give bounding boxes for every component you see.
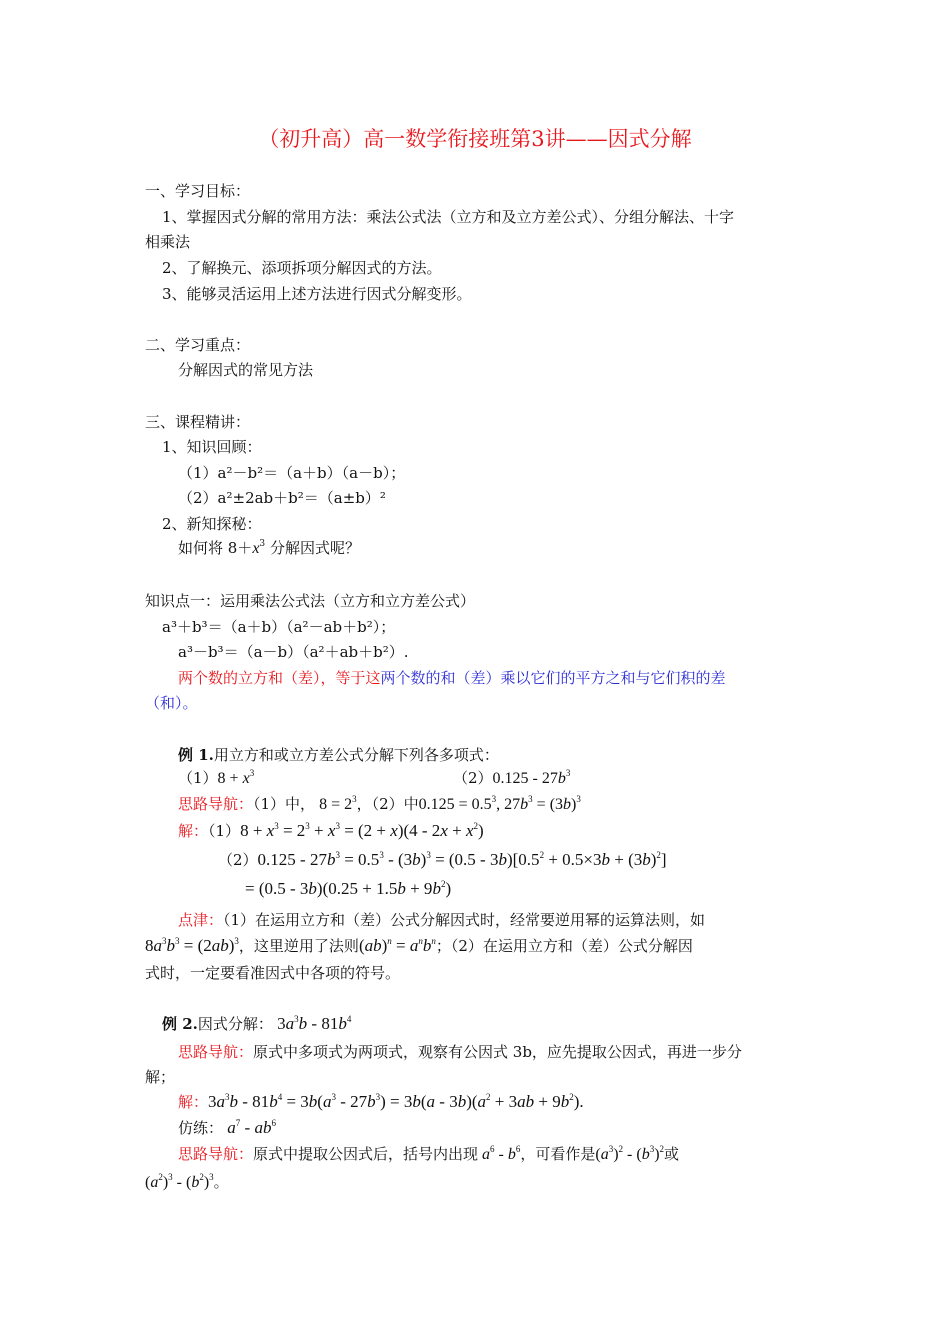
example-2-intro: 例 2.因式分解： $3a^3b - 81b^4$ (162, 1014, 352, 1033)
section-heading-goals: 一、学习目标： (145, 182, 251, 200)
goal-item-1a: 1、掌握因式分解的常用方法：乘法公式法（立方和及立方差公式）、分组分解法、十字 (162, 208, 735, 226)
review-formula-2: （2）a²±2ab＋b²＝（a±b）² (178, 489, 386, 507)
example-1-note-1: 点津：（1）在运用立方和（差）公式分解因式时，经常要逆用幂的运算法则，如 (178, 911, 706, 929)
explore-question: 如何将 $8+x^3$ 分解因式呢？ (178, 539, 360, 557)
example-2-hint-1: 思路导航：原式中多项式为两项式，观察有公因式 3b，应先提取公因式，再进一步分 (178, 1043, 742, 1061)
practice-problem: 仿练： $a^7 - ab^6$ (178, 1118, 276, 1137)
example-2-solution: 解：$3a^3b - 81b^4 = 3b(a^3 - 27b^3) = 3b(a - 3b)(a^2 + 3ab + 9b^2)$. (178, 1092, 584, 1111)
review-formula-1: （1）a²－b²＝（a＋b）（a－b）； (178, 464, 406, 482)
example-1-problem-2: $(2)0.125 - 27b^3$ (453, 768, 571, 787)
cube-diff-formula: a³－b³＝（a－b）（a²＋ab＋b²）. (178, 643, 409, 661)
example-1-note-3: 式时，一定要看准因式中各项的符号。 (145, 964, 401, 982)
practice-hint-1: 思路导航：原式中提取公因式后，括号内出现 $a^6 - b^6$，可看作是$(a^3)^2 - (b^3)^2$或 (178, 1144, 680, 1163)
example-1-solution-2a: $(2)0.125 - 27b^3 = 0.5^3 - (3b)^3 = (0.5 - 3b)[0.5^2 + 0.5\times 3b + (3b)^2]$ (218, 850, 667, 869)
goal-item-3: 3、能够灵活运用上述方法进行因式分解变形。 (162, 285, 472, 303)
cube-sum-formula: a³＋b³＝（a＋b）（a²－ab＋b²）； (162, 618, 396, 636)
focus-text: 分解因式的常见方法 (178, 361, 314, 379)
example-1-solution-1: 解：$(1)8 + x^3 = 2^3 + x^3 = (2 + x)(4 - 2x + x^2)$ (178, 821, 484, 840)
page-title: （初升高）高一数学衔接班第3讲——因式分解 (258, 127, 692, 151)
review-heading: 1、知识回顾： (162, 438, 262, 456)
explore-heading: 2、新知探秘： (162, 515, 262, 533)
example-1-solution-2b: = $(0.5 - 3b)(0.25 + 1.5b + 9b^2)$ (245, 879, 452, 898)
example-2-hint-2: 解； (145, 1068, 176, 1086)
knowledge-point-heading: 知识点一：运用乘法公式法（立方和立方差公式） (145, 592, 476, 610)
goal-item-1b: 相乘法 (145, 233, 191, 251)
rule-line-1: 两个数的立方和（差），等于这两个数的和（差）乘以它们的平方之和与它们积的差 (178, 669, 726, 687)
rule-line-2: （和）。 (145, 694, 198, 712)
practice-hint-2: $(a^2)^3 - (b^2)^3$。 (145, 1172, 229, 1191)
example-1-hint: 思路导航：（1）中， $8 = 2^3$，（2）中$0.125 = 0.5^3$, $27b^3 = (3b)^3$ (178, 794, 581, 813)
goal-item-2: 2、了解换元、添项拆项分解因式的方法。 (162, 259, 442, 277)
section-heading-focus: 二、学习重点： (145, 336, 251, 354)
example-1-note-2: $8a^3b^3 = (2ab)^3$，这里逆用了法则$(ab)^n = a^nb^n$；（2）在运用立方和（差）公式分解因 (145, 936, 693, 955)
example-1-intro: 例 1.用立方和或立方差公式分解下列各多项式： (178, 746, 499, 764)
example-1-problem-1: $(1)8 + x^3$ (178, 768, 255, 787)
section-heading-lecture: 三、课程精讲： (145, 413, 251, 431)
